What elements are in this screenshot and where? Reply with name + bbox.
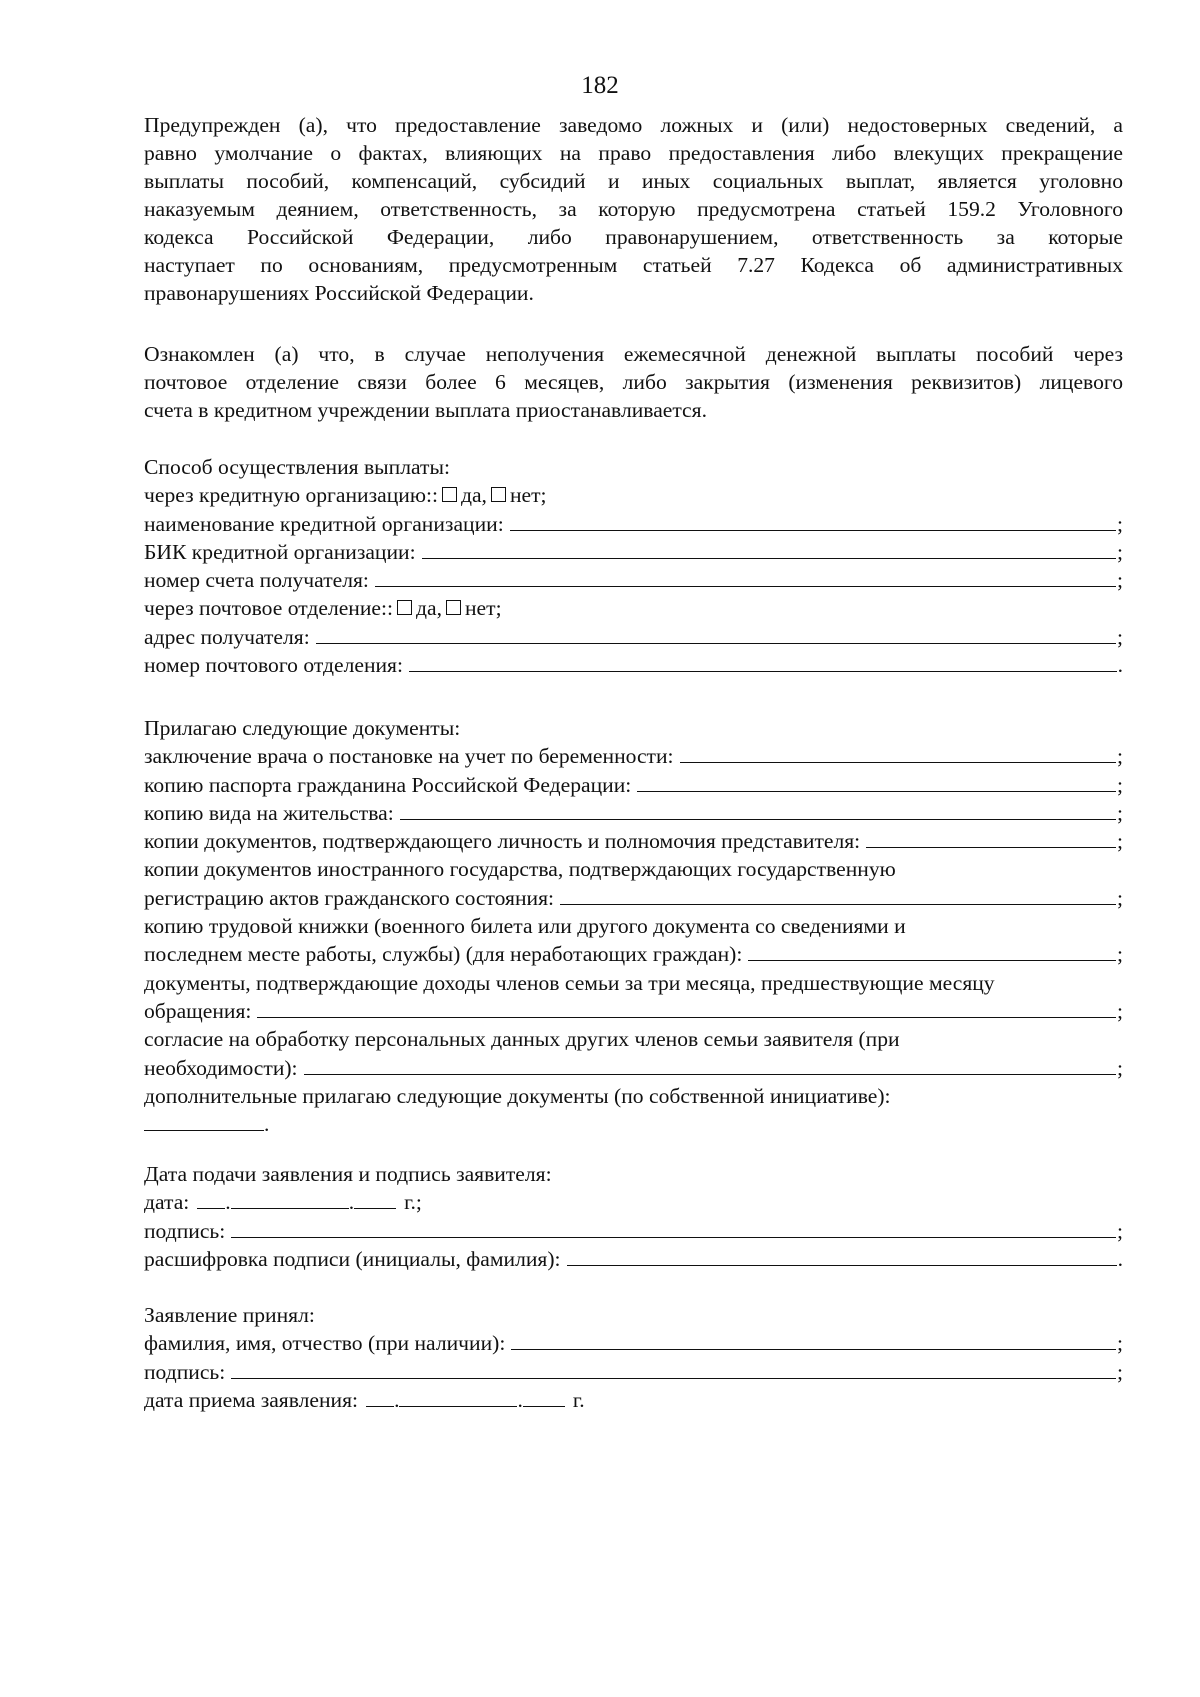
post-yes-checkbox[interactable] (397, 600, 412, 615)
post-yes-label: да, (416, 596, 442, 621)
income-field[interactable] (257, 998, 1116, 1018)
accept-day-field[interactable] (366, 1387, 394, 1407)
semicolon: ; (1117, 800, 1123, 825)
accepted-heading: Заявление принял: (144, 1303, 315, 1327)
date-day-field[interactable] (197, 1189, 225, 1209)
notice-line: счета в кредитном учреждении выплата приостанавливается. (144, 398, 707, 422)
passport-label: копию паспорта гражданина Российской Федерации: (144, 772, 632, 797)
work-label: копию трудовой книжки (военного билета или другого документа со сведениями и (144, 914, 906, 939)
warning-line: кодекса Российской Федерации, либо правонарушением, ответственность за которые (144, 225, 1123, 249)
year-suffix: г. (572, 1387, 585, 1412)
post-label: через почтовое отделение:: (144, 596, 394, 621)
warning-line: наказуемым деянием, ответственность, за которую предусмотрена статьей 159.2 Уголовного (144, 197, 1123, 221)
residence-label: копию вида на жительства: (144, 800, 394, 825)
accepted-section (144, 1301, 1123, 1414)
semicolon: ; (1117, 539, 1123, 564)
representative-field[interactable] (866, 828, 1116, 848)
payment-heading: Способ осуществления выплаты: (144, 455, 450, 479)
post-no-checkbox[interactable] (446, 600, 461, 615)
credit-org-no-label: нет; (509, 483, 547, 508)
decoding-label: расшифровка подписи (инициалы, фамилия): (144, 1246, 561, 1271)
semicolon: ; (1117, 942, 1123, 967)
documents-heading: Прилагаю следующие документы: (144, 716, 461, 740)
notice-line: Ознакомлен (а) что, в случае неполучения ежемесячной денежной выплаты пособий через (144, 342, 1123, 366)
residence-field[interactable] (400, 800, 1116, 820)
warning-line: правонарушениях Российской Федерации. (144, 281, 534, 305)
period: . (1117, 1246, 1123, 1271)
post-no-label: нет; (465, 596, 502, 621)
date-dot: . (394, 1387, 400, 1412)
date-dot: . (517, 1387, 523, 1412)
accept-year-field[interactable] (523, 1387, 565, 1407)
semicolon: ; (1117, 885, 1123, 910)
page-number: 182 (581, 72, 619, 99)
foreign-field[interactable] (560, 885, 1116, 905)
period: . (264, 1112, 270, 1137)
address-field[interactable] (316, 624, 1116, 644)
warning-line: Предупрежден (а), что предоставление заведомо ложных и (или) недостоверных сведений, а (144, 113, 1123, 137)
date-year-field[interactable] (354, 1189, 396, 1209)
consent-field[interactable] (304, 1055, 1116, 1075)
address-label: адрес получателя: (144, 624, 310, 649)
passport-field[interactable] (637, 772, 1116, 792)
additional-field[interactable] (144, 1111, 264, 1131)
fio-label: фамилия, имя, отчество (при наличии): (144, 1331, 506, 1356)
date-month-field[interactable] (231, 1189, 349, 1209)
signature-field[interactable] (231, 1218, 1116, 1238)
account-field[interactable] (375, 567, 1116, 587)
consent-label: согласие на обработку персональных данных других членов семьи заявителя (при (144, 1027, 900, 1052)
signature-label: подпись: (144, 1359, 226, 1384)
semicolon: ; (1117, 772, 1123, 797)
payment-section (144, 453, 1123, 679)
date-dot: . (225, 1190, 231, 1215)
semicolon: ; (1117, 1218, 1123, 1243)
doctor-label: заключение врача о постановке на учет по беременности: (144, 744, 674, 769)
consent-label-cont: необходимости): (144, 1055, 298, 1080)
income-label-cont: обращения: (144, 998, 252, 1023)
semicolon: ; (1117, 568, 1123, 593)
foreign-label: копии документов иностранного государства, подтверждающих государственную (144, 857, 896, 882)
date-dot: . (348, 1190, 355, 1215)
notice-line: почтовое отделение связи более 6 месяцев, либо закрытия (изменения реквизитов) лицевого (144, 370, 1123, 394)
semicolon: ; (1117, 1359, 1123, 1384)
foreign-label-cont: регистрацию актов гражданского состояния: (144, 885, 555, 910)
post-office-label: номер почтового отделения: (144, 653, 403, 678)
credit-org-yes-label: да, (460, 483, 487, 508)
warning-paragraph (144, 111, 1123, 307)
accept-month-field[interactable] (399, 1387, 517, 1407)
credit-org-name-label: наименование кредитной организации: (144, 511, 504, 536)
signature-label: подпись: (144, 1218, 226, 1243)
notice-paragraph (144, 340, 1123, 424)
semicolon: ; (1117, 511, 1123, 536)
applicant-heading: Дата подачи заявления и подпись заявителя: (144, 1162, 552, 1186)
credit-org-no-checkbox[interactable] (491, 487, 506, 502)
representative-label: копии документов, подтверждающего личность и полномочия представителя: (144, 829, 861, 854)
semicolon: ; (1117, 1331, 1123, 1356)
semicolon: ; (1117, 998, 1123, 1023)
decoding-field[interactable] (567, 1246, 1117, 1266)
credit-org-name-field[interactable] (510, 511, 1116, 531)
bik-field[interactable] (422, 539, 1116, 559)
semicolon: ; (1117, 1055, 1123, 1080)
warning-line: выплаты пособий, компенсаций, субсидий и иных социальных выплат, является уголовно (144, 169, 1123, 193)
post-office-field[interactable] (409, 652, 1117, 672)
semicolon: ; (1117, 829, 1123, 854)
warning-line: наступает по основаниям, предусмотренным статьей 7.27 Кодекса об административных (144, 253, 1123, 277)
warning-line: равно умолчание о фактах, влияющих на право предоставления либо влекущих прекращение (144, 141, 1123, 165)
fio-field[interactable] (511, 1330, 1116, 1350)
semicolon: ; (1117, 624, 1123, 649)
bik-label: БИК кредитной организации: (144, 539, 416, 564)
year-suffix: г.; (404, 1190, 422, 1215)
work-field[interactable] (748, 941, 1116, 961)
semicolon: ; (1117, 744, 1123, 769)
accept-date-label: дата приема заявления: (144, 1387, 359, 1412)
documents-section (144, 714, 1123, 1138)
doctor-field[interactable] (680, 743, 1116, 763)
date-label: дата: (144, 1190, 190, 1215)
work-label-cont: последнем месте работы, службы) (для неработающих граждан): (144, 942, 743, 967)
account-label: номер счета получателя: (144, 568, 369, 593)
additional-label: дополнительные прилагаю следующие документы (по собственной инициативе): (144, 1083, 891, 1108)
income-label: документы, подтверждающие доходы членов семьи за три месяца, предшествующие месяцу (144, 970, 995, 995)
applicant-section (144, 1160, 1123, 1273)
credit-org-label: через кредитную организацию:: (144, 483, 438, 508)
credit-org-yes-checkbox[interactable] (442, 487, 457, 502)
period: . (1117, 653, 1123, 678)
signature-field[interactable] (231, 1359, 1116, 1379)
